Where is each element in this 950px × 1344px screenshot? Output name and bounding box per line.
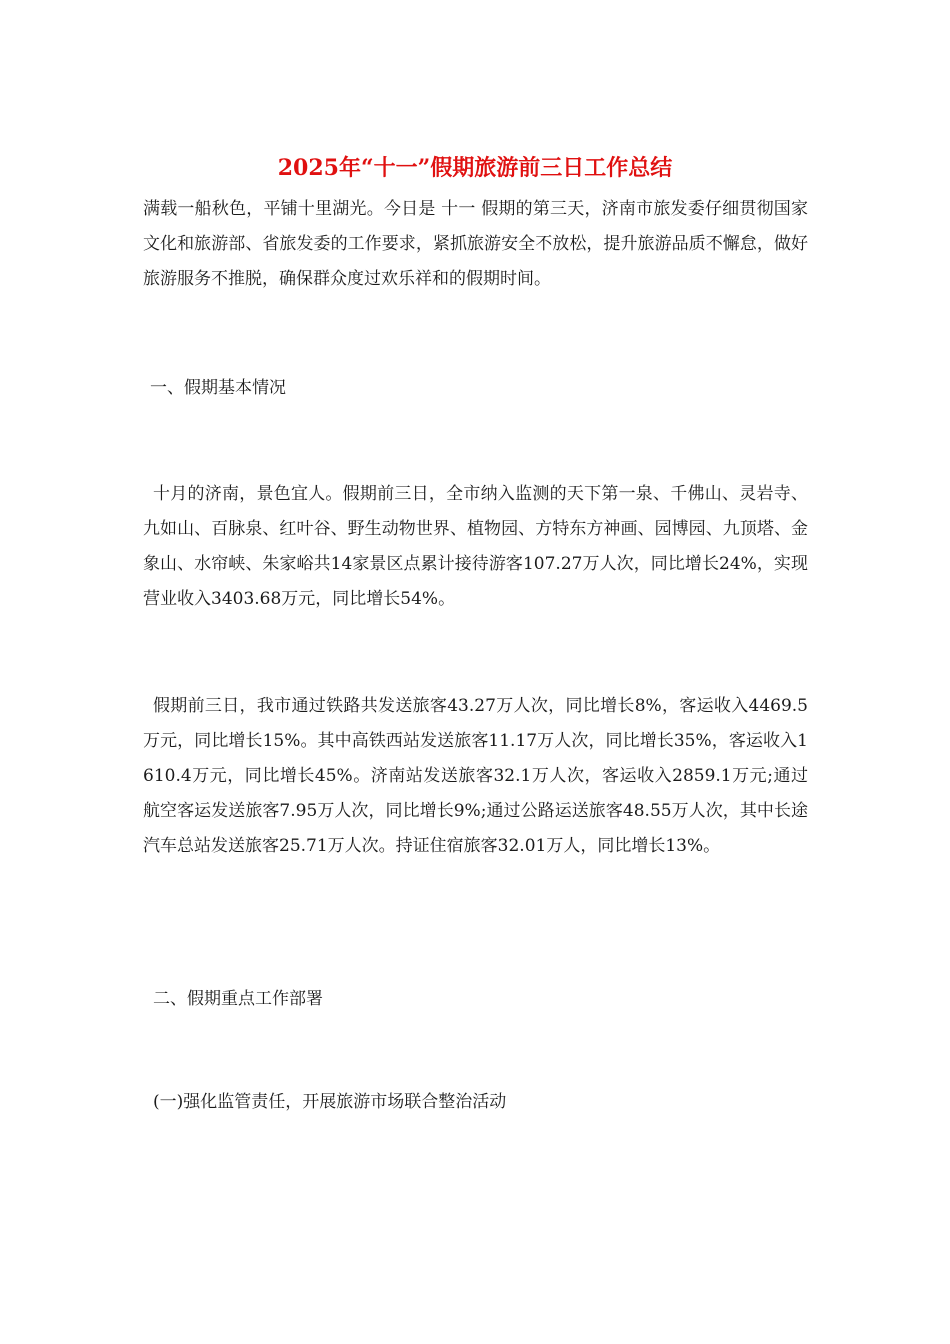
subsection-heading-supervision: (一)强化监管责任，开展旅游市场联合整治活动 — [153, 1092, 507, 1112]
section-heading-key-work: 二、假期重点工作部署 — [153, 989, 323, 1009]
document-title: 2025年“十一”假期旅游前三日工作总结 — [277, 155, 673, 181]
intro-paragraph: 满载一船秋色，平铺十里湖光。今日是 十一 假期的第三天，济南市旅发委仔细贯彻国家文化和旅游部、省旅发委的工作要求，紧抓旅游安全不放松，提升旅游品质不懈怠，做好旅游服务不推脱，确保群众度过欢乐祥和的假期时间。 — [143, 199, 808, 289]
transport-paragraph: 假期前三日，我市通过铁路共发送旅客43.27万人次，同比增长8%，客运收入4469.5万元，同比增长15%。其中高铁西站发送旅客11.17万人次，同比增长35%，客运收入1610.4万元，同比增长45%。济南站发送旅客32.1万人次，客运收入2859.1万元;通过航空客运发送旅客7.95万人次，同比增长9%;通过公路运送旅客48.55万人次，其中长途汽车总站发送旅客25.71万人次。持证住宿旅客32.01万人，同比增长13%。 — [143, 696, 808, 856]
section-heading-basic-situation: 一、假期基本情况 — [150, 378, 286, 398]
scenic-spots-paragraph: 十月的济南，景色宜人。假期前三日，全市纳入监测的天下第一泉、千佛山、灵岩寺、九如山、百脉泉、红叶谷、野生动物世界、植物园、方特东方神画、园博园、九顶塔、金象山、水帘峡、朱家峪共14家景区点累计接待游客107.27万人次，同比增长24%，实现营业收入3403.68万元，同比增长54%。 — [143, 484, 808, 609]
